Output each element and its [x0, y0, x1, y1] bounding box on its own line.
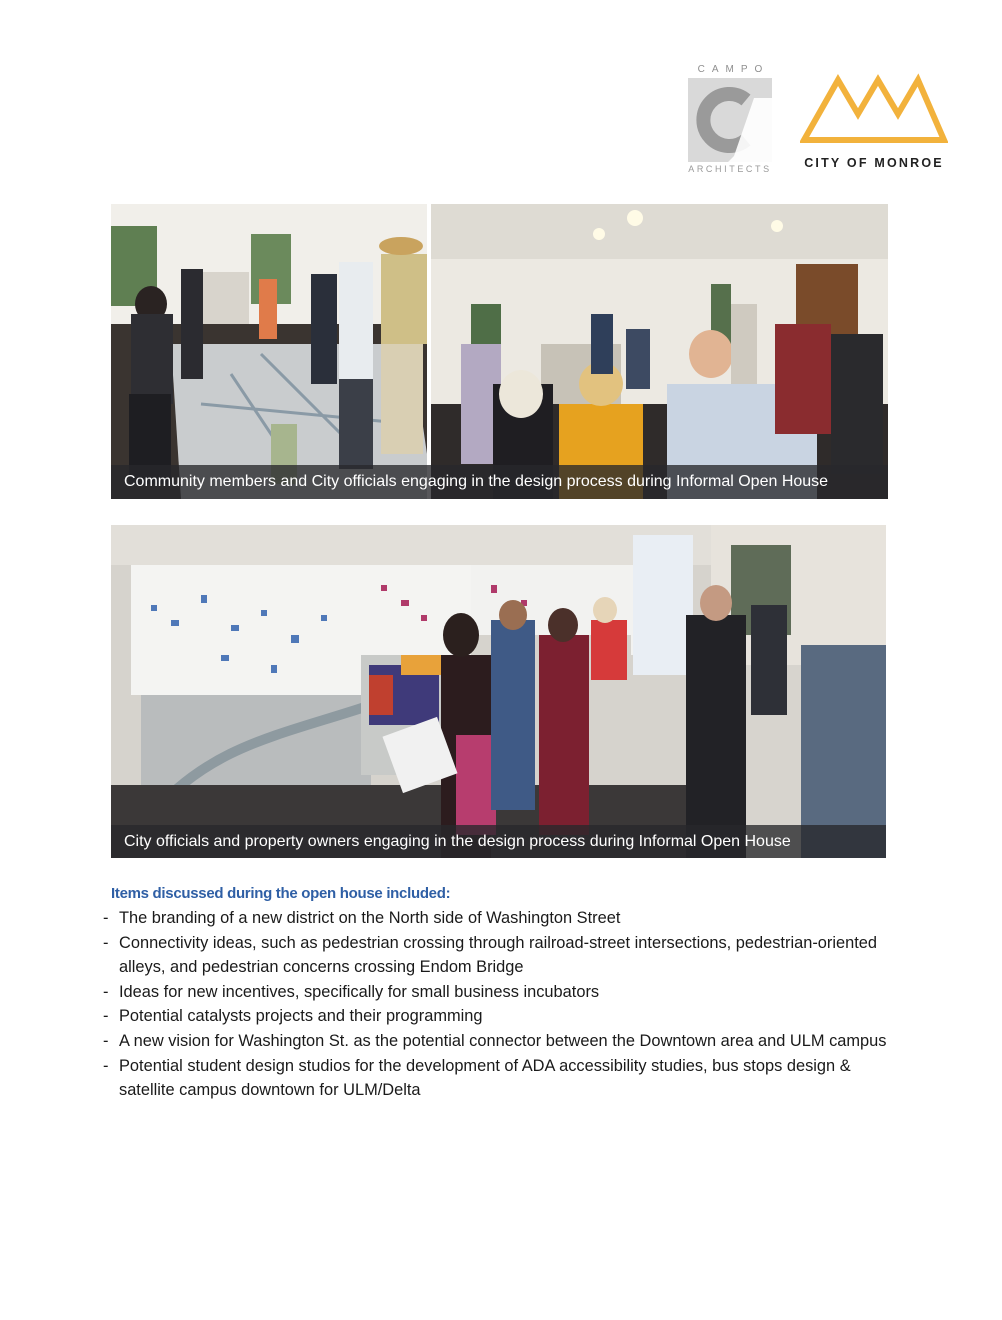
top-photo-caption: Community members and City officials engaging in the design process during Informal Open House [111, 465, 888, 499]
items-discussed-heading: Items discussed during the open house included: [111, 885, 451, 902]
monroe-mountains-icon [800, 72, 948, 146]
campo-wordmark: CAMPO [697, 64, 770, 75]
list-item: - Ideas for new incentives, specifically for small business incubators [103, 982, 600, 1001]
bottom-photo-caption: City officials and property owners engaging in the design process during Informal Open House [111, 825, 886, 858]
list-item: - The branding of a new district on the North side of Washington Street [103, 909, 621, 927]
list-item: - Connectivity ideas, such as pedestrian crossing through railroad-street intersections, pedestrian-oriented alleys, and pedestrian concerns crossing Endom Bridge [103, 933, 878, 977]
discussion-items-list [100, 906, 890, 1103]
list-item: - A new vision for Washington St. as the potential connector between the Downtown area and ULM campus [103, 1031, 887, 1050]
list-item: - Potential student design studios for the development of ADA accessibility studies, bus stops design & satellite campus downtown for ULM/Delta [103, 1056, 851, 1100]
list-item: - Potential catalysts projects and their programming [103, 1007, 483, 1026]
city-of-monroe-wordmark: CITY OF MONROE [804, 156, 944, 170]
campo-architects-logo [688, 64, 772, 176]
campo-mark-icon [688, 78, 772, 162]
open-house-photo-left [111, 204, 427, 499]
campo-subwordmark: ARCHITECTS [688, 164, 772, 174]
open-house-photo-right [431, 204, 888, 499]
open-house-photo-wide [111, 525, 886, 858]
city-of-monroe-logo [800, 72, 948, 174]
